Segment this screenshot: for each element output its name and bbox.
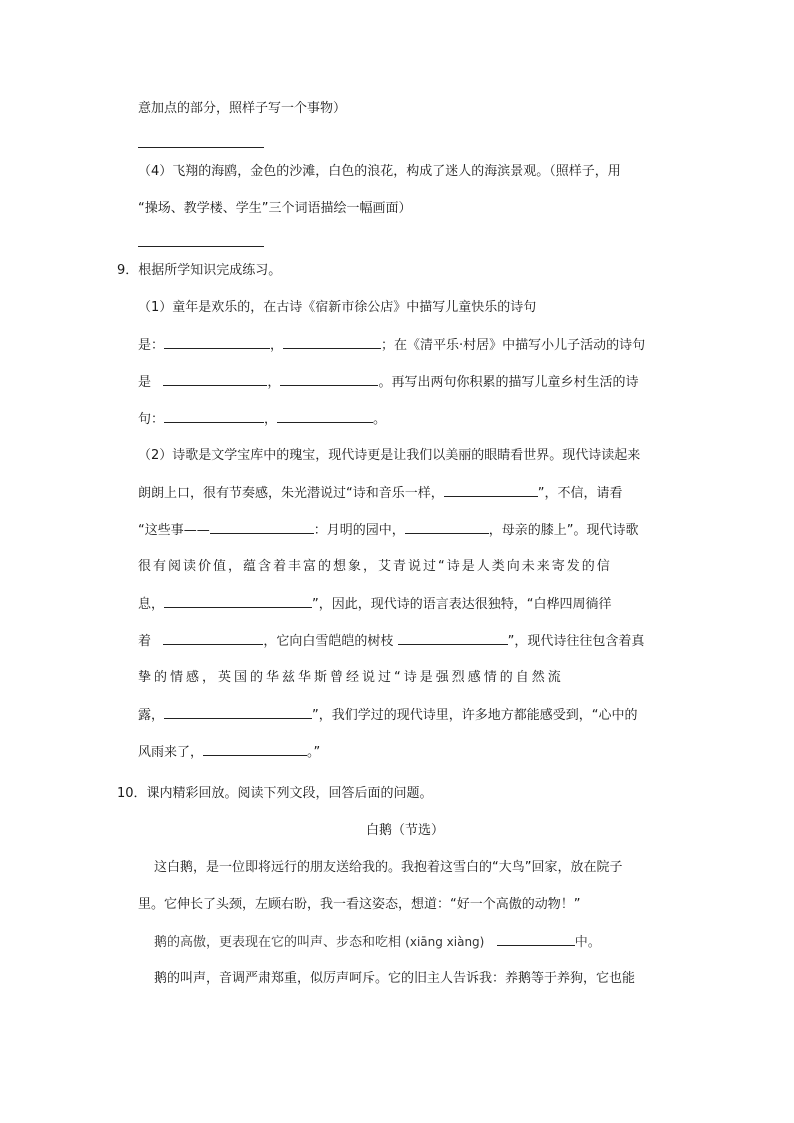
- text-line: 息， ”，因此，现代诗的语言表达很独特，“白桦四周徜徉: [138, 594, 612, 615]
- answer-blank[interactable]: [210, 520, 314, 534]
- question-9-heading: 9．根据所学知识完成练习。: [117, 263, 282, 278]
- answer-blank[interactable]: [164, 705, 312, 719]
- answer-blank[interactable]: [398, 631, 508, 645]
- text-line: （1）童年是欢乐的，在古诗《宿新市徐公店》中描写儿童快乐的诗句: [138, 300, 537, 315]
- passage-text: 鹅的叫声，音调严肃郑重，似厉声呵斥。它的旧主人告诉我：养鹅等于养狗，它也能: [154, 971, 636, 986]
- text-line: 意加点的部分，照样子写一个事物）: [138, 101, 347, 116]
- text-line: （2）诗歌是文学宝库中的瑰宝，现代诗更是让我们以美丽的眼睛看世界。现代诗读起来: [138, 448, 641, 463]
- passage-text: 鹅的高傲，更表现在它的叫声、步态和吃相 (xiāng xiàng) 中。: [154, 932, 601, 953]
- text-line: 着 ，它向白雪皑皑的树枝 ”，现代诗往往包含着真: [138, 631, 644, 652]
- answer-line[interactable]: [138, 147, 264, 148]
- passage-text: 里。它伸长了头颈，左顾右盼，我一看这姿态，想道：“好一个高傲的动物！”: [138, 897, 581, 912]
- text-line: 挚的情感，英国的华兹华斯曾经说过“诗是强烈感情的自然流: [138, 670, 564, 685]
- answer-blank[interactable]: [497, 932, 575, 946]
- pinyin-options: (xiāng xiàng): [405, 935, 485, 949]
- text-line: 是： ， ；在《清平乐·村居》中描写小儿子活动的诗句: [138, 335, 645, 356]
- answer-blank[interactable]: [163, 631, 263, 645]
- answer-blank[interactable]: [277, 409, 373, 423]
- text-line: 句： ， 。: [138, 409, 386, 430]
- text-line: “这些事—— ：月明的园中， ，母亲的膝上”。现代诗歌: [138, 520, 639, 541]
- answer-blank[interactable]: [444, 483, 538, 497]
- text-line: 露， ”，我们学过的现代诗里，许多地方都能感受到，“心中的: [138, 705, 638, 726]
- answer-blank[interactable]: [280, 372, 378, 386]
- text-line: 很有阅读价值，蕴含着丰富的想象，艾青说过“诗是人类向未来寄发的信: [138, 559, 612, 574]
- answer-blank[interactable]: [164, 335, 270, 349]
- answer-blank[interactable]: [164, 594, 312, 608]
- text-line: “操场、教学楼、学生”三个词语描绘一幅画面）: [138, 201, 412, 216]
- text-line: 朗朗上口，很有节奏感，朱光潜说过“诗和音乐一样， ”，不信，请看: [138, 483, 623, 504]
- text-line: 风雨来了， 。”: [138, 742, 320, 763]
- answer-blank[interactable]: [405, 520, 489, 534]
- passage-text: 这白鹅，是一位即将远行的朋友送给我的。我抱着这雪白的“大鸟”回家，放在院子: [154, 860, 623, 875]
- passage-title: 白鹅（节选）: [366, 823, 445, 838]
- question-4-prompt: （4）飞翔的海鸥，金色的沙滩，白色的浪花，构成了迷人的海滨景观。（照样子，用: [138, 164, 621, 179]
- answer-blank[interactable]: [164, 409, 264, 423]
- answer-blank[interactable]: [283, 335, 381, 349]
- answer-blank[interactable]: [203, 742, 307, 756]
- text-line: 是 ， 。再写出两句你积累的描写儿童乡村生活的诗: [138, 372, 638, 393]
- answer-line[interactable]: [138, 246, 264, 247]
- question-10-heading: 10．课内精彩回放。阅读下列文段，回答后面的问题。: [117, 786, 433, 801]
- answer-blank[interactable]: [163, 372, 267, 386]
